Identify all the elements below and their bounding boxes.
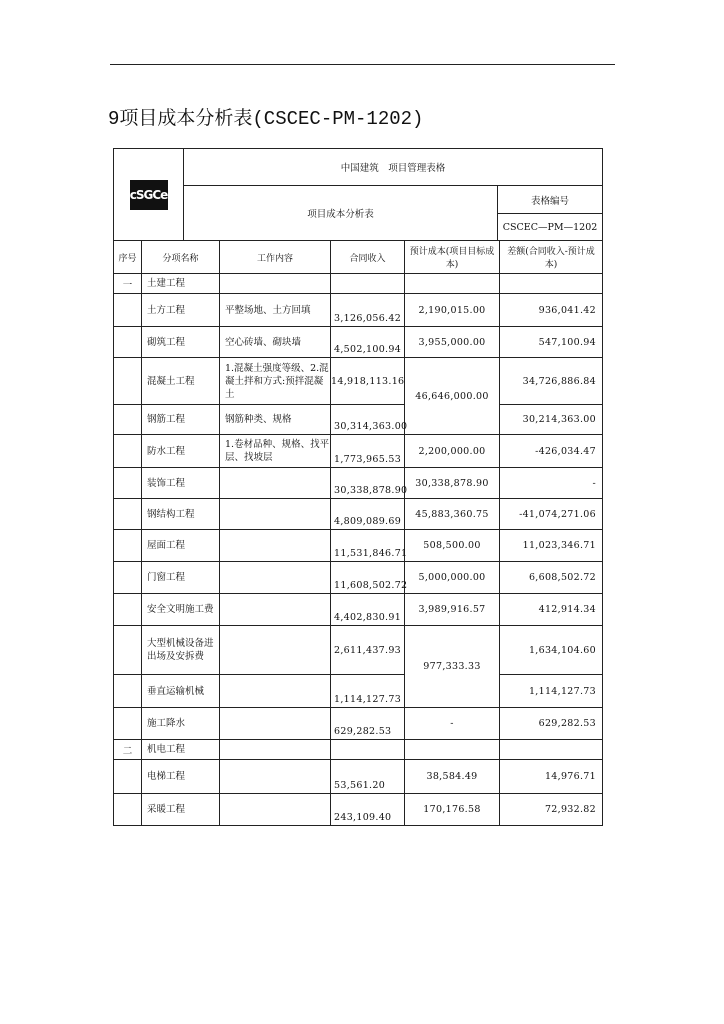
item-contract: 30,338,878.90 <box>331 468 405 499</box>
form-title: 项目成本分析表 <box>184 186 498 241</box>
item-budget: 30,338,878.90 <box>405 468 500 499</box>
item-name: 电梯工程 <box>142 760 220 794</box>
item-contract: 4,402,830.91 <box>331 594 405 626</box>
item-diff: 6,608,502.72 <box>500 562 603 594</box>
item-work: 空心砖墙、砌块墙 <box>220 327 331 358</box>
item-diff: 30,214,363.00 <box>500 405 603 435</box>
cost-analysis-table <box>113 240 603 826</box>
item-work <box>220 562 331 594</box>
item-work <box>220 794 331 826</box>
item-diff: 1,634,104.60 <box>500 626 603 675</box>
item-work <box>220 530 331 562</box>
item-contract: 2,611,437.93 <box>331 626 405 675</box>
col-work: 工作内容 <box>220 241 331 274</box>
item-budget: 170,176.58 <box>405 794 500 826</box>
item-budget: 2,200,000.00 <box>405 435 500 468</box>
item-budget: - <box>405 708 500 740</box>
table-header-row <box>114 241 603 274</box>
table-row <box>114 562 603 594</box>
table-row <box>114 435 603 468</box>
table-row <box>114 626 603 675</box>
item-budget: 5,000,000.00 <box>405 562 500 594</box>
section-index: 二 <box>114 740 142 760</box>
item-name: 施工降水 <box>142 708 220 740</box>
item-budget: 508,500.00 <box>405 530 500 562</box>
item-name: 屋面工程 <box>142 530 220 562</box>
table-row <box>114 327 603 358</box>
item-name: 门窗工程 <box>142 562 220 594</box>
table-row <box>114 499 603 530</box>
table-row <box>114 594 603 626</box>
cscec-logo: cSGCe <box>130 180 168 210</box>
section-label: 土建工程 <box>142 274 220 294</box>
col-contract: 合同收入 <box>331 241 405 274</box>
item-budget: 3,989,916.57 <box>405 594 500 626</box>
item-budget: 977,333.33 <box>405 626 500 708</box>
item-contract: 11,531,846.71 <box>331 530 405 562</box>
top-rule <box>110 64 615 65</box>
item-name: 大型机械设备进出场及安拆费 <box>142 626 220 675</box>
item-diff: 11,023,346.71 <box>500 530 603 562</box>
table-row <box>114 358 603 405</box>
item-work <box>220 468 331 499</box>
item-work <box>220 760 331 794</box>
item-diff: -41,074,271.06 <box>500 499 603 530</box>
table-row <box>114 760 603 794</box>
item-work <box>220 594 331 626</box>
item-diff: 1,114,127.73 <box>500 675 603 708</box>
section-index: 一 <box>114 274 142 294</box>
table-row <box>114 294 603 327</box>
item-name: 混凝土工程 <box>142 358 220 405</box>
item-budget: 46,646,000.00 <box>405 358 500 435</box>
item-name: 土方工程 <box>142 294 220 327</box>
item-contract: 53,561.20 <box>331 760 405 794</box>
col-budget: 预计成本(项目目标成本) <box>405 241 500 274</box>
item-contract: 4,502,100.94 <box>331 327 405 358</box>
item-work <box>220 675 331 708</box>
item-contract: 1,114,127.73 <box>331 675 405 708</box>
table-row <box>114 530 603 562</box>
form-number-label: 表格编号 <box>498 186 603 214</box>
item-work: 平整场地、土方回填 <box>220 294 331 327</box>
table-row <box>114 794 603 826</box>
col-name: 分项名称 <box>142 241 220 274</box>
item-name: 钢结构工程 <box>142 499 220 530</box>
section-row <box>114 274 603 294</box>
item-diff: 412,914.34 <box>500 594 603 626</box>
org-title: 中国建筑 项目管理表格 <box>184 149 603 186</box>
table-row <box>114 708 603 740</box>
item-name: 采暖工程 <box>142 794 220 826</box>
item-contract: 4,809,089.69 <box>331 499 405 530</box>
col-diff: 差额(合同收入-预计成本) <box>500 241 603 274</box>
item-diff: 34,726,886.84 <box>500 358 603 405</box>
item-diff: 14,976.71 <box>500 760 603 794</box>
form-number: CSCEC—PM—1202 <box>498 214 603 241</box>
item-diff: -426,034.47 <box>500 435 603 468</box>
item-diff: 936,041.42 <box>500 294 603 327</box>
item-contract: 629,282.53 <box>331 708 405 740</box>
item-name: 砌筑工程 <box>142 327 220 358</box>
item-budget: 2,190,015.00 <box>405 294 500 327</box>
item-budget: 38,584.49 <box>405 760 500 794</box>
item-budget: 45,883,360.75 <box>405 499 500 530</box>
item-budget: 3,955,000.00 <box>405 327 500 358</box>
item-name: 装饰工程 <box>142 468 220 499</box>
item-contract: 30,314,363.00 <box>331 405 405 435</box>
item-work: 1.卷材品种、规格、找平层、找坡层 <box>220 435 331 468</box>
table-row <box>114 468 603 499</box>
item-work <box>220 499 331 530</box>
table-row <box>114 405 603 435</box>
item-name: 安全文明施工费 <box>142 594 220 626</box>
col-seq: 序号 <box>114 241 142 274</box>
document-title: 9项目成本分析表(CSCEC-PM-1202) <box>108 108 424 130</box>
item-work <box>220 708 331 740</box>
item-diff: 629,282.53 <box>500 708 603 740</box>
item-work: 钢筋种类、规格 <box>220 405 331 435</box>
item-work: 1.混凝土强度等级、2.混凝土拌和方式:预拌混凝土 <box>220 358 331 405</box>
item-name: 防水工程 <box>142 435 220 468</box>
item-work <box>220 626 331 675</box>
item-name: 垂直运输机械 <box>142 675 220 708</box>
logo-cell <box>114 149 184 241</box>
item-contract: 1,773,965.53 <box>331 435 405 468</box>
item-diff: - <box>500 468 603 499</box>
item-contract: 243,109.40 <box>331 794 405 826</box>
item-diff: 72,932.82 <box>500 794 603 826</box>
item-contract: 11,608,502.72 <box>331 562 405 594</box>
section-row <box>114 740 603 760</box>
item-diff: 547,100.94 <box>500 327 603 358</box>
item-contract: 14,918,113.16 <box>331 358 405 405</box>
section-label: 机电工程 <box>142 740 220 760</box>
table-row <box>114 675 603 708</box>
item-name: 钢筋工程 <box>142 405 220 435</box>
item-contract: 3,126,056.42 <box>331 294 405 327</box>
form-header <box>113 148 603 241</box>
